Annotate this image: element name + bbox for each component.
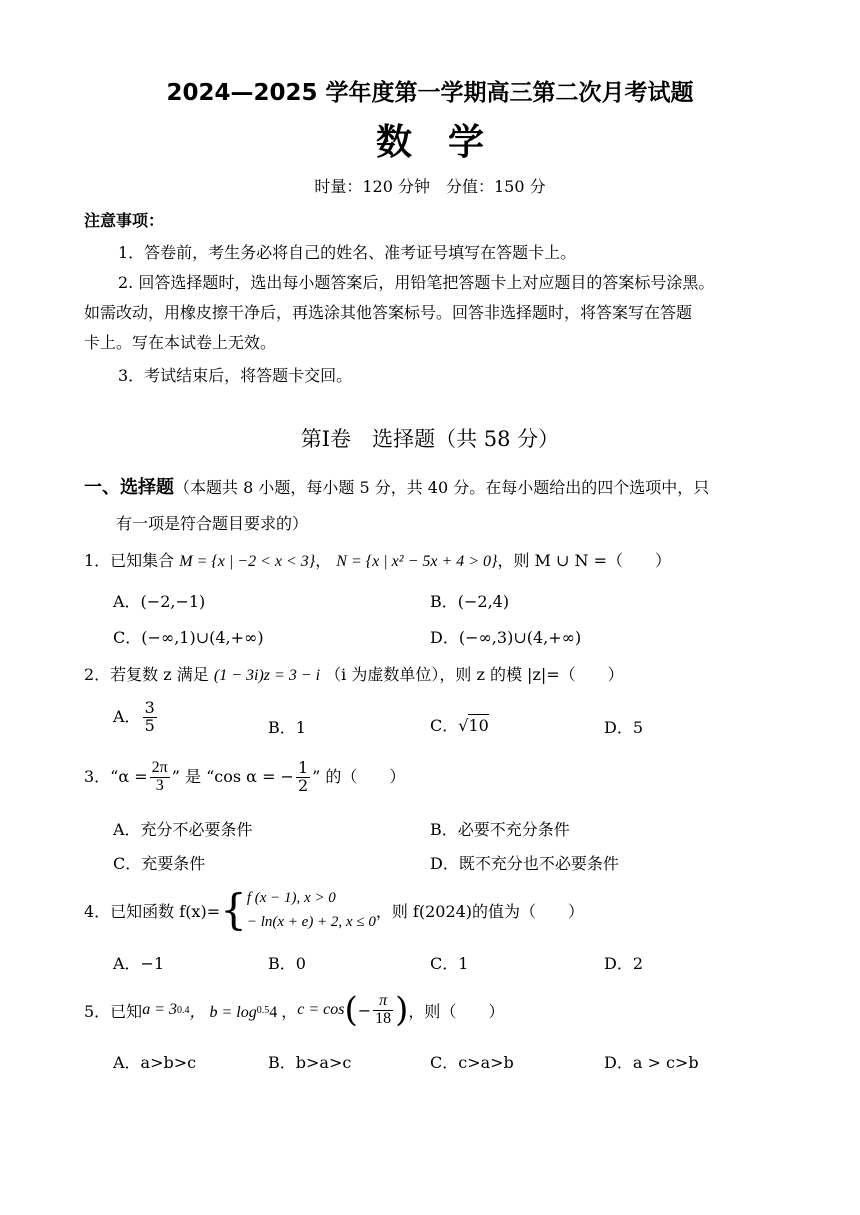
piecewise-case-2: − ln(x + e) + 2, x ≤ 0 [246, 914, 376, 930]
q4-option-d[interactable]: D．2 [604, 954, 644, 973]
exam-info: 时量：120 分钟 分值：150 分 [314, 177, 546, 196]
notes-heading: 注意事项： [84, 211, 165, 230]
sqrt-icon: √ [458, 716, 469, 735]
question-4-stem: 4．已知函数 f(x)= { f (x − 1), x > 0 − ln(x + e) + 2, x ≤ 0 ，则 f(2024)的值为（ ） [84, 885, 585, 934]
note-item-2-line-2: 如需改动，用橡皮擦干净后，再选涂其他答案标号。回答非选择题时，将答案写在答题 [84, 303, 693, 322]
set-n-expression: N = {x | x² − 5x + 4 > 0} [336, 553, 498, 570]
question-1-stem: 1．已知集合 M = {x | −2 < x < 3}， N = {x | x² − 5x + 4 > 0}，则 M ∪ N =（ ） [84, 551, 671, 570]
part1-title: 第Ⅰ卷 选择题（共 58 分） [300, 427, 560, 451]
q3-option-a[interactable]: A．充分不必要条件 [113, 820, 253, 839]
question-3-stem: 3．“α = $\frac{2\pi}{3}$ ” 是 “cos α = − $\frac{1}{2}$ ” 的（ ） [84, 758, 406, 795]
q2-option-a[interactable]: A． $\frac{3}{5}$ [113, 698, 155, 735]
section1-heading-line [84, 473, 709, 499]
q5-option-b[interactable]: B．b>a>c [268, 1053, 352, 1072]
piecewise-case-1: f (x − 1), x > 0 [246, 890, 336, 906]
note-item-2-line-3: 卡上。写在本试卷上无效。 [84, 333, 277, 352]
note-item-1: 1．答卷前，考生务必将自己的姓名、准考证号填写在答题卡上。 [118, 243, 577, 262]
q1-option-c[interactable]: C．(−∞,1)∪(4,+∞) [113, 628, 264, 647]
section1-desc: （本题共 8 小题，每小题 5 分，共 40 分。在每小题给出的四个选项中，只 [174, 478, 710, 497]
q5-option-c[interactable]: C．c>a>b [430, 1053, 514, 1072]
exam-title: 2024—2025 学年度第一学期高三第二次月考试题 [166, 80, 694, 106]
q5-option-d[interactable]: D．a > c>b [604, 1053, 699, 1072]
subject-title: 数 学 [375, 122, 484, 163]
q3-option-b[interactable]: B．必要不充分条件 [430, 820, 570, 839]
question-5-stem: 5．已知 a = 3 0.4 ， b = log 0.5 4 ， c = cos ( − $\frac{\pi}{18}$ ) ，则（ ） [84, 990, 505, 1030]
q4-option-c[interactable]: C．1 [430, 954, 469, 973]
q1-option-a[interactable]: A．(−2,−1) [113, 592, 206, 611]
section1-desc-line-2: 有一项是符合题目要求的） [116, 514, 309, 533]
q2-option-c[interactable]: C．√10 [430, 716, 489, 735]
left-brace-icon: { [220, 885, 247, 934]
q1-option-b[interactable]: B．(−2,4) [430, 592, 510, 611]
q3-option-d[interactable]: D．既不充分也不必要条件 [430, 854, 619, 873]
q5-option-a[interactable]: A．a>b>c [113, 1053, 197, 1072]
q4-option-a[interactable]: A．−1 [113, 954, 165, 973]
note-item-2-line-1: 2. 回答选择题时，选出每小题答案后，用铅笔把答题卡上对应题目的答案标号涂黑。 [118, 273, 715, 292]
q2-option-b[interactable]: B．1 [268, 718, 306, 737]
complex-equation: (1 − 3i)z = 3 − i [213, 667, 321, 684]
note-item-3: 3．考试结束后，将答题卡交回。 [118, 366, 353, 385]
q3-option-c[interactable]: C．充要条件 [113, 854, 206, 873]
q2-option-d[interactable]: D．5 [604, 718, 644, 737]
section1-heading: 一、选择题 [84, 477, 174, 498]
question-2-stem: 2．若复数 z 满足 (1 − 3i)z = 3 − i （i 为虚数单位），则 z 的模 |z|=（ ） [84, 665, 624, 684]
q1-option-d[interactable]: D．(−∞,3)∪(4,+∞) [430, 628, 582, 647]
q4-option-b[interactable]: B．0 [268, 954, 306, 973]
set-m-expression: M = {x | −2 < x < 3} [179, 553, 316, 570]
